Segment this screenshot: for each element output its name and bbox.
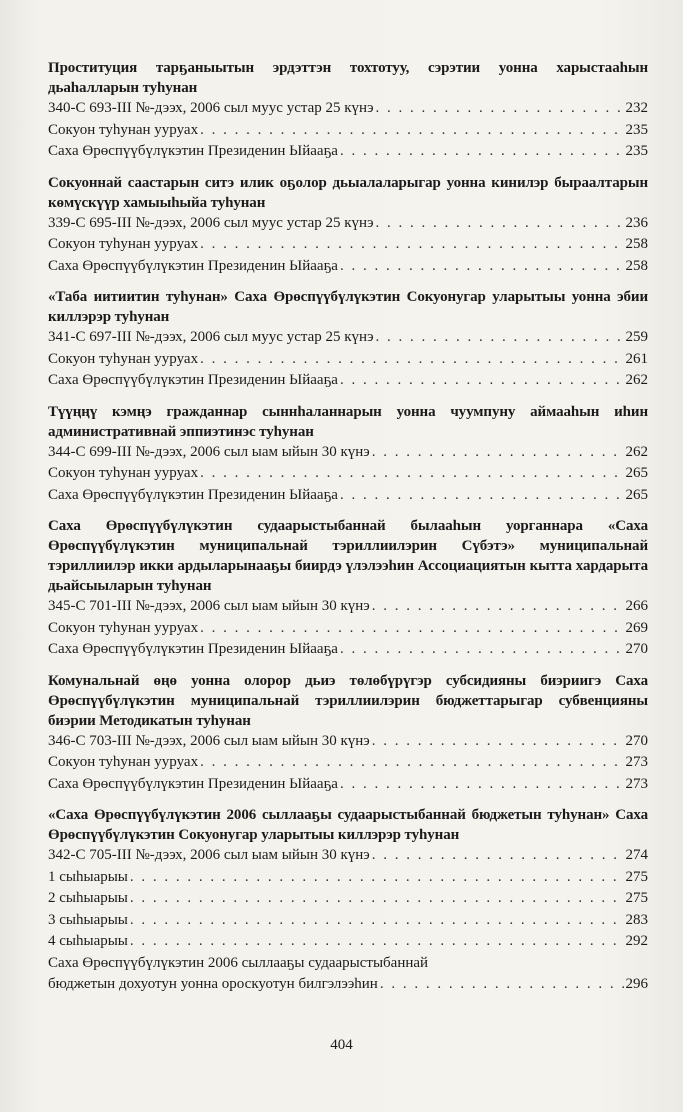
entry-page: 236 — [625, 214, 648, 231]
entry-page: 235 — [625, 121, 648, 138]
entry-text: Саха Өрөспүүбүлүкэтин Президенин Ыйааҕа — [48, 641, 338, 657]
dot-leader — [200, 618, 623, 640]
table-of-contents — [48, 58, 648, 1006]
final-entry-line1: Саха Өрөспүүбүлүкэтин 2006 сыллааҕы судаарыстыбаннай — [48, 954, 429, 971]
toc-entry — [48, 731, 648, 753]
dot-leader — [372, 845, 624, 867]
dot-leader — [130, 910, 624, 932]
dot-leader — [200, 349, 623, 371]
entry-page: 261 — [625, 350, 648, 367]
entry-text: 3 сыһыарыы — [48, 911, 128, 928]
entry-text: 342-С 705-III №-дээх, 2006 сыл ыам ыйын 30 күнэ — [48, 847, 370, 863]
entry-text: 345-С 701-III №-дээх, 2006 сыл ыам ыйын 30 күнэ — [48, 598, 370, 614]
section-heading: Комунальнай өңө уонна олорор дьиэ төлөбүрүгэр субсидияны биэриигэ Саха Өрөспүүбүлүкэтин муниципальнай тэриллиилэрин бюджеттарыгар субвенцияны биэрии Методикатын туһунан — [48, 672, 648, 729]
toc-entry — [48, 213, 648, 235]
dot-leader — [130, 931, 624, 953]
toc-entry — [48, 867, 648, 889]
toc-section — [48, 805, 648, 996]
entry-text: Саха Өрөспүүбүлүкэтин Президенин Ыйааҕа — [48, 372, 338, 388]
toc-entry — [48, 370, 648, 392]
toc-entry — [48, 618, 648, 640]
entry-text: 340-С 693-III №-дээх, 2006 сыл муус устар 25 күнэ — [48, 100, 374, 116]
entry-text: Сокуон туһунан ууруах — [48, 465, 199, 481]
section-heading: Саха Өрөспүүбүлүкэтин судаарыстыбаннай былааһын уорганнара «Саха Өрөспүүбүлүкэтин муниципальнай тэриллиилэрин Сүбэтэ» муниципальнай тэриллиилэр икки ардыларынааҕы биирдэ үлэлээһин Ассоциациятын кытта хардарыта дьайсыыларын туһунан — [48, 518, 648, 594]
toc-entry — [48, 327, 648, 349]
entry-text: Саха Өрөспүүбүлүкэтин Президенин Ыйааҕа — [48, 143, 338, 159]
section-heading: «Таба иитиитин туһунан» Саха Өрөспүүбүлүкэтин Сокуонугар уларытыы уонна эбии киллэрэр туһунан — [48, 289, 648, 325]
entry-page: 296 — [625, 976, 648, 992]
entry-page: 266 — [625, 598, 648, 614]
entry-page: 274 — [625, 847, 648, 863]
toc-section — [48, 516, 648, 661]
dot-leader — [130, 867, 624, 889]
toc-section — [48, 402, 648, 507]
entry-page: 270 — [625, 732, 648, 749]
toc-entry — [48, 485, 648, 507]
dot-leader — [376, 213, 624, 235]
entry-text: Сокуон туһунан ууруах — [48, 350, 199, 367]
section-heading: Сокуоннай саастарын ситэ илик оҕолор дьыалаларыгар уонна кинилэр быраалтарын көмүскүүр хамыыһыйа туһунан — [48, 174, 648, 211]
dot-leader — [380, 974, 624, 996]
toc-entry — [48, 974, 648, 996]
dot-leader — [372, 442, 624, 464]
toc-entry — [48, 463, 648, 485]
toc-section — [48, 671, 648, 796]
toc-section — [48, 58, 648, 163]
dot-leader — [376, 327, 624, 349]
dot-leader — [340, 256, 624, 278]
entry-text: Саха Өрөспүүбүлүкэтин Президенин Ыйааҕа — [48, 775, 338, 792]
entry-page: 232 — [625, 100, 648, 116]
toc-entry — [48, 774, 648, 796]
entry-page: 258 — [625, 236, 648, 252]
dot-leader — [130, 888, 624, 910]
entry-text: бюджетын дохуотун уонна ороскуотун билгэлээһин — [48, 976, 378, 992]
entry-text: 4 сыһыарыы — [48, 933, 128, 949]
section-heading: «Саха Өрөспүүбүлүкэтин 2006 сыллааҕы судаарыстыбаннай бюджетын туһунан» Саха Өрөспүүбүлүкэтин Сокуонугар уларытыы киллэрэр туһунан — [48, 807, 648, 843]
entry-text: Сокуон туһунан ууруах — [48, 754, 199, 770]
dot-leader — [372, 596, 624, 618]
dot-leader — [340, 639, 624, 661]
toc-entry — [48, 120, 648, 142]
section-heading: Түүңңү кэмңэ гражданнар сыннһаланнарын уонна чуумпуну аймааһын иһин административнай эппиэтинэс туһунан — [48, 403, 648, 440]
entry-text: 344-С 699-III №-дээх, 2006 сыл ыам ыйын 30 күнэ — [48, 443, 370, 460]
dot-leader — [200, 120, 623, 142]
toc-entry — [48, 931, 648, 953]
entry-page: 262 — [625, 372, 648, 388]
toc-entry — [48, 888, 648, 910]
entry-text: 341-С 697-III №-дээх, 2006 сыл муус устар 25 күнэ — [48, 329, 374, 345]
toc-entry — [48, 141, 648, 163]
entry-page: 275 — [625, 868, 648, 885]
toc-entry — [48, 639, 648, 661]
dot-leader — [340, 370, 624, 392]
dot-leader — [372, 731, 624, 753]
entry-text: 339-С 695-III №-дээх, 2006 сыл муус устар 25 күнэ — [48, 214, 374, 231]
entry-text: 346-С 703-III №-дээх, 2006 сыл ыам ыйын 30 күнэ — [48, 732, 370, 749]
entry-page: 258 — [625, 257, 648, 274]
dot-leader — [200, 463, 623, 485]
toc-entry — [48, 349, 648, 371]
entry-page: 265 — [625, 486, 648, 503]
entry-page: 269 — [625, 619, 648, 636]
entry-page: 273 — [625, 754, 648, 770]
dot-leader — [340, 141, 624, 163]
entry-page: 270 — [625, 641, 648, 657]
dot-leader — [340, 774, 624, 796]
toc-section — [48, 287, 648, 392]
dot-leader — [200, 752, 623, 774]
entry-text: Сокуон туһунан ууруах — [48, 121, 199, 138]
toc-entry — [48, 256, 648, 278]
dot-leader — [200, 234, 623, 256]
entry-text: Саха Өрөспүүбүлүкэтин Президенин Ыйааҕа — [48, 257, 338, 274]
toc-entry — [48, 596, 648, 618]
entry-page: 259 — [625, 329, 648, 345]
entry-page: 235 — [625, 143, 648, 159]
section-heading: Проституция тарҕаныытын эрдэттэн тохтотуу, сэрэтии уонна харыстааһын дьаһалларын туһунан — [48, 60, 648, 96]
toc-entry — [48, 752, 648, 774]
entry-page: 292 — [625, 933, 648, 949]
toc-entry — [48, 910, 648, 932]
entry-text: Саха Өрөспүүбүлүкэтин Президенин Ыйааҕа — [48, 486, 338, 503]
toc-entry — [48, 98, 648, 120]
toc-entry — [48, 234, 648, 256]
entry-page: 273 — [625, 775, 648, 792]
entry-text: 1 сыһыарыы — [48, 868, 128, 885]
dot-leader — [376, 98, 624, 120]
entry-text: 2 сыһыарыы — [48, 890, 128, 906]
toc-section — [48, 173, 648, 278]
toc-entry — [48, 845, 648, 867]
entry-text: Сокуон туһунан ууруах — [48, 619, 199, 636]
entry-text: Сокуон туһунан ууруах — [48, 236, 199, 252]
entry-page: 262 — [625, 443, 648, 460]
page-number: 404 — [330, 1037, 353, 1053]
dot-leader — [340, 485, 624, 507]
entry-page: 275 — [625, 890, 648, 906]
entry-page: 283 — [625, 911, 648, 928]
entry-page: 265 — [625, 465, 648, 481]
toc-entry — [48, 442, 648, 464]
